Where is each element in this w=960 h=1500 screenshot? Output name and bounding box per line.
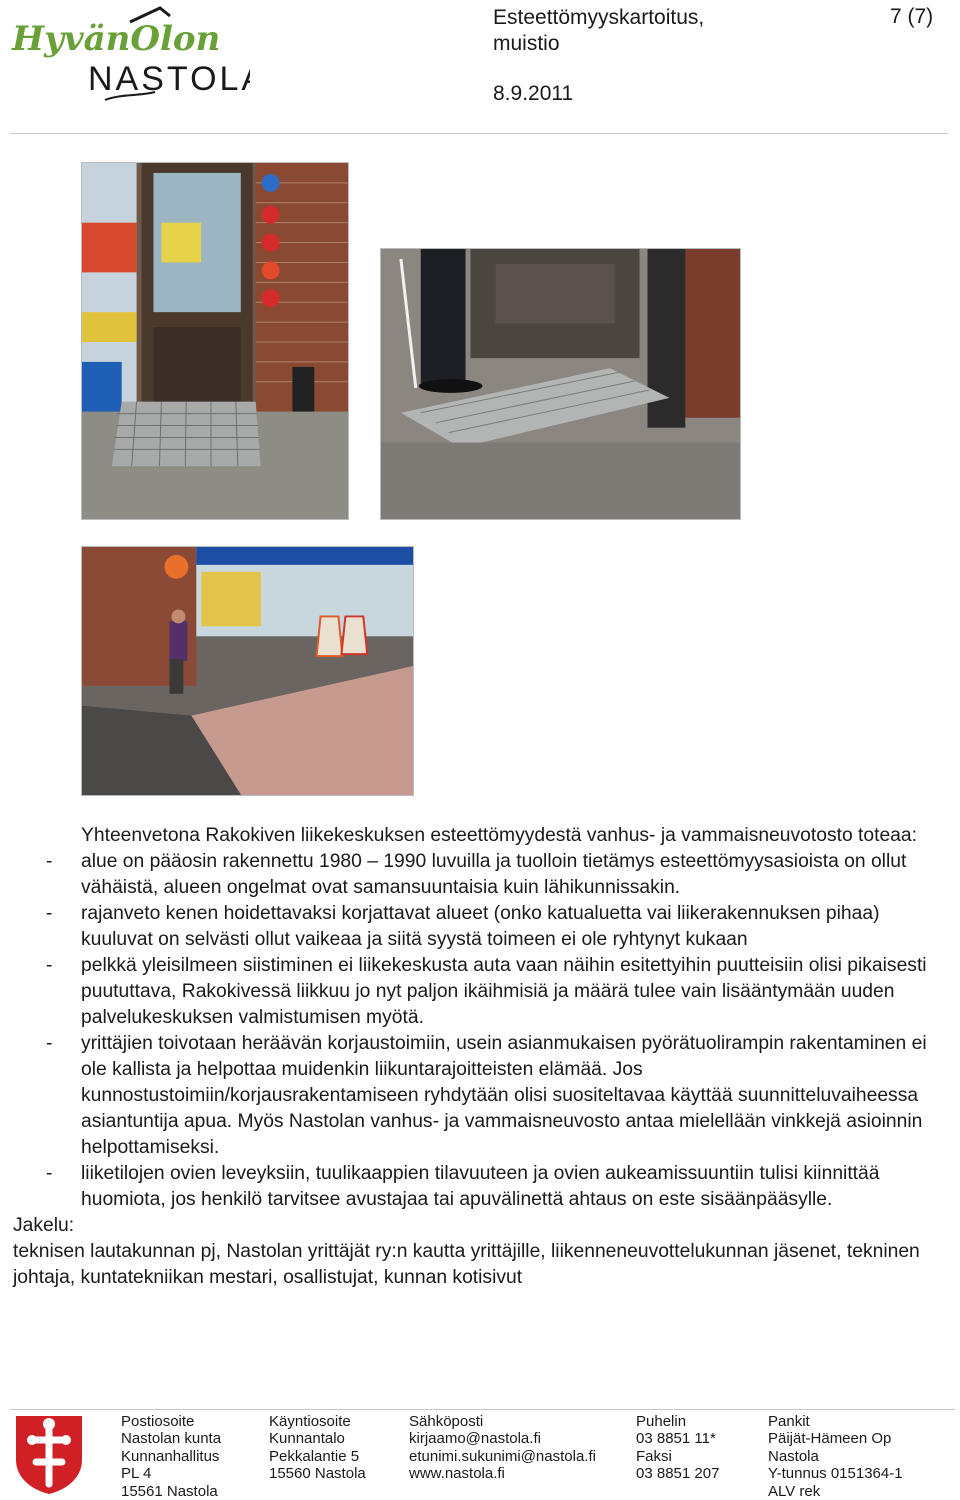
list-item (13, 1161, 938, 1213)
footer-label: Faksi (636, 1447, 672, 1465)
summary-section (13, 823, 938, 1291)
document-title (493, 5, 793, 57)
footer-value: ALV rek (768, 1482, 821, 1500)
bullet-dash: - (46, 851, 53, 872)
bullet-text: yrittäjien toivotaan heräävän korjaustoimiin, usein asianmukaisen pyörätuolirampin rakentaminen ei ole kallista ja helpottaa muidenkin liikuntarajoitteisten elämää. Jos kunnostustoimiin/korjausrakentamiseen ryhdytään olisi suositeltavaa käyttää suunnitteluvaiheessa asiantuntija apua. Myös Nastolan vanhus- ja vammaisneuvosto antaa mielellään vinkkejä asioinnin helpottamiseksi. (81, 1033, 927, 1158)
list-item (13, 953, 938, 1031)
footer-value: 03 8851 11* (636, 1430, 716, 1448)
logo-main-text: NASTOLA (88, 60, 250, 98)
bullet-text: rajanveto kenen hoidettavaksi korjattavat alueet (onko katualuetta vai liikerakennuksen pihaa) kuuluvat on selvästi ollut vaikeaa ja siitä syystä toimeen ei ole ryhtynyt kukaan (81, 903, 880, 950)
footer-divider (10, 1409, 955, 1410)
footer-label: Sähköposti (409, 1413, 484, 1430)
photo-shopping-center-facade (81, 546, 414, 796)
photo-store-entrance (81, 162, 349, 520)
footer-value: Nastola (768, 1447, 819, 1465)
footer-phone (636, 1413, 719, 1483)
footer-value: Pekkalantie 5 (269, 1447, 360, 1465)
distribution-title: Jakelu: (13, 1215, 75, 1236)
bullet-dash: - (46, 1033, 53, 1054)
bullet-dash: - (46, 903, 53, 924)
footer-value: Kunnantalo (269, 1430, 345, 1448)
bullet-text: pelkkä yleisilmeen siistiminen ei liikekeskusta auta vaan näihin esitettyihin puutteisiin olisi pikaisesti puututtava, Rakokivessä liikkuu jo nyt paljon ikäihmisiä ja määrä tulee vain lisääntymään uuden palvelukeskuksen valmistumisen myötä. (81, 955, 927, 1028)
bullet-text: alue on pääosin rakennettu 1980 – 1990 luvuilla ja tuolloin tietämys esteettömyysasioista on ollut vähäistä, alueen ongelmat ovat samansuuntaisia kuin lähikunnissakin. (81, 851, 907, 898)
distribution-text: teknisen lautakunnan pj, Nastolan yrittäjät ry:n kautta yrittäjille, liikenneneuvottelukunnan jäsenet, tekninen johtaja, kuntatekniikan mestari, osallistujat, kunnan kotisivut (13, 1241, 920, 1288)
nastola-logo (10, 2, 250, 106)
footer-email-link[interactable]: etunimi.sukunimi@nastola.fi (409, 1447, 596, 1465)
footer-email (409, 1413, 596, 1483)
bullet-text: liiketilojen ovien leveyksiin, tuulikaappien tilavuuteen ja ovien aukeamissuuntiin tulisi kiinnittää huomiota, jos henkilö tarvitsee avustajaa tai apuvälinettä ahtaus on este sisäänpääsylle. (81, 1163, 880, 1210)
logo-script-text: HyvänOlon (12, 19, 221, 59)
footer-value: 15561 Nastola (121, 1482, 218, 1500)
footer-postal-address (121, 1413, 221, 1500)
document-title-line2: muistio (493, 32, 560, 55)
footer-label: Pankit (768, 1413, 810, 1430)
summary-bullet-list (13, 849, 938, 1213)
footer-value: 03 8851 207 (636, 1465, 720, 1483)
bullet-dash: - (46, 955, 53, 976)
document-date: 8.9.2011 (493, 82, 574, 105)
footer-banks (768, 1413, 903, 1500)
footer-label: Puhelin (636, 1413, 687, 1430)
photo-doorstep-grate (380, 248, 741, 520)
page-number: 7 (7) (890, 5, 934, 28)
footer-value: Kunnanhallitus (121, 1447, 220, 1465)
list-item (13, 901, 938, 953)
coat-of-arms-icon (12, 1412, 86, 1496)
list-item (13, 1031, 938, 1161)
footer-visiting-address (269, 1413, 366, 1483)
footer-label: Postiosoite (121, 1413, 195, 1430)
footer-value: Y-tunnus 0151364-1 (768, 1465, 903, 1483)
footer-value: Nastolan kunta (121, 1430, 222, 1448)
document-title-line1: Esteettömyyskartoitus, (493, 6, 705, 29)
footer-value: PL 4 (121, 1465, 152, 1483)
footer-label: Käyntiosoite (269, 1413, 351, 1430)
footer-website-link[interactable]: www.nastola.fi (409, 1465, 505, 1483)
header-divider (10, 133, 948, 134)
list-item (13, 849, 938, 901)
footer-value: Päijät-Hämeen Op (768, 1430, 892, 1448)
summary-intro: Yhteenvetona Rakokiven liikekeskuksen esteettömyydestä vanhus- ja vammaisneuvotosto toteaa: (81, 825, 917, 846)
bullet-dash: - (46, 1163, 53, 1184)
footer-email-link[interactable]: kirjaamo@nastola.fi (409, 1430, 541, 1448)
footer-value: 15560 Nastola (269, 1465, 366, 1483)
